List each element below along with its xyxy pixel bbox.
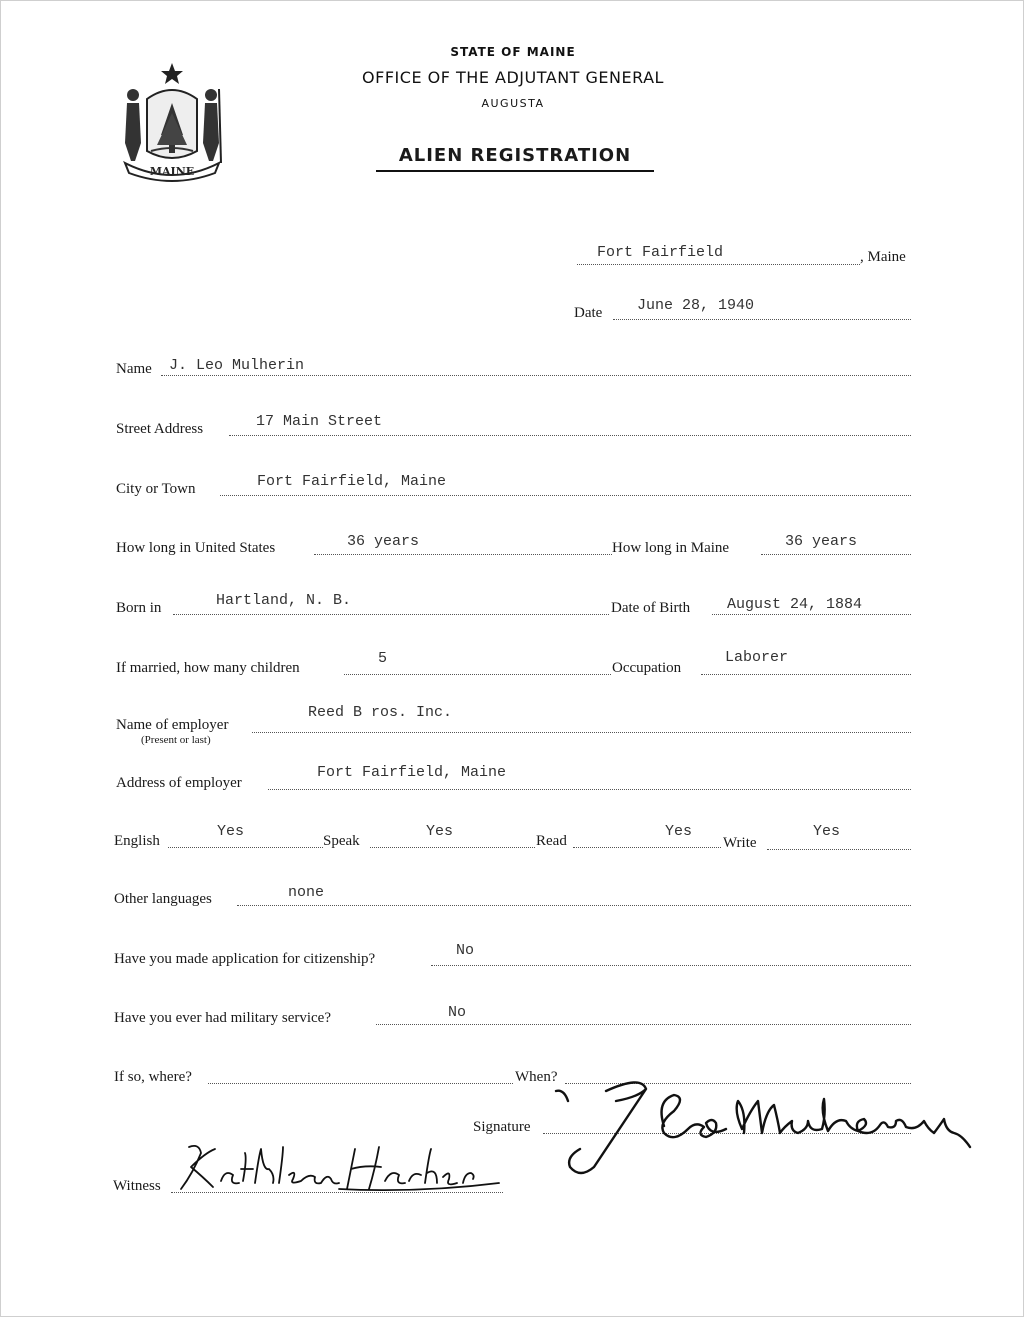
- where-line: [208, 1083, 513, 1084]
- other-languages-value: none: [288, 884, 325, 901]
- occupation-value: Laborer: [725, 649, 789, 666]
- children-line: [344, 674, 611, 675]
- maine-years-line: [761, 554, 911, 555]
- english-value: Yes: [217, 823, 245, 840]
- english-label: English: [114, 833, 160, 849]
- other-languages-label: Other languages: [114, 891, 212, 907]
- write-value: Yes: [813, 823, 841, 840]
- dob-line: [712, 614, 911, 615]
- read-value: Yes: [665, 823, 693, 840]
- name-line: [161, 375, 911, 376]
- city-line: [220, 495, 911, 496]
- header-city: AUGUSTA: [481, 97, 545, 110]
- name-value: J. Leo Mulherin: [169, 357, 305, 374]
- header-state: STATE OF MAINE: [450, 45, 576, 59]
- employer-sublabel: (Present or last): [141, 734, 211, 746]
- maine-years-label: How long in Maine: [612, 540, 730, 556]
- maine-years-value: 36 years: [785, 533, 858, 550]
- children-label: If married, how many children: [116, 660, 300, 676]
- us-years-line: [314, 554, 612, 555]
- speak-value: Yes: [426, 823, 454, 840]
- date-line: [613, 319, 911, 320]
- occupation-label: Occupation: [612, 660, 682, 676]
- born-label: Born in: [116, 600, 162, 616]
- employer-address-value: Fort Fairfield, Maine: [317, 764, 507, 781]
- seal-text: MAINE: [149, 165, 195, 178]
- children-value: 5: [378, 650, 388, 667]
- write-line: [767, 849, 911, 850]
- header-office: OFFICE OF THE ADJUTANT GENERAL: [362, 68, 664, 87]
- date-label: Date: [574, 305, 603, 321]
- military-label: Have you ever had military service?: [114, 1010, 331, 1026]
- us-years-value: 36 years: [347, 533, 420, 550]
- employer-label: Name of employer: [116, 717, 229, 733]
- citizenship-line: [431, 965, 911, 966]
- read-label: Read: [536, 833, 567, 849]
- name-label: Name: [116, 361, 152, 377]
- employer-value: Reed B ros. Inc.: [308, 704, 453, 721]
- us-years-label: How long in United States: [116, 540, 276, 556]
- citizenship-value: No: [456, 942, 475, 959]
- city-value: Fort Fairfield, Maine: [257, 473, 447, 490]
- english-line: [168, 847, 323, 848]
- dob-value: August 24, 1884: [727, 596, 863, 613]
- witness-handwriting: [169, 1139, 509, 1199]
- place-suffix: , Maine: [860, 249, 906, 265]
- citizenship-label: Have you made application for citizenship?: [114, 951, 376, 967]
- street-label: Street Address: [116, 421, 204, 437]
- date-value: June 28, 1940: [637, 297, 755, 314]
- born-value: Hartland, N. B.: [216, 592, 352, 609]
- when-label: When?: [515, 1069, 558, 1085]
- street-line: [229, 435, 911, 436]
- speak-label: Speak: [323, 833, 360, 849]
- employer-address-line: [268, 789, 911, 790]
- city-label: City or Town: [116, 481, 196, 497]
- dob-label: Date of Birth: [611, 600, 691, 616]
- occupation-line: [701, 674, 911, 675]
- witness-label: Witness: [113, 1178, 161, 1194]
- write-label: Write: [723, 835, 757, 851]
- where-label: If so, where?: [114, 1069, 192, 1085]
- speak-line: [370, 847, 535, 848]
- born-line: [173, 614, 609, 615]
- military-value: No: [448, 1004, 467, 1021]
- place-value: Fort Fairfield: [597, 244, 724, 261]
- other-languages-line: [237, 905, 911, 906]
- signature-label: Signature: [473, 1119, 531, 1135]
- employer-address-label: Address of employer: [116, 775, 242, 791]
- place-line: [577, 264, 860, 265]
- read-line: [573, 847, 721, 848]
- signature-handwriting: [546, 1071, 986, 1181]
- street-value: 17 Main Street: [256, 413, 383, 430]
- employer-line: [252, 732, 911, 733]
- military-line: [376, 1024, 911, 1025]
- form-title: ALIEN REGISTRATION: [376, 145, 654, 172]
